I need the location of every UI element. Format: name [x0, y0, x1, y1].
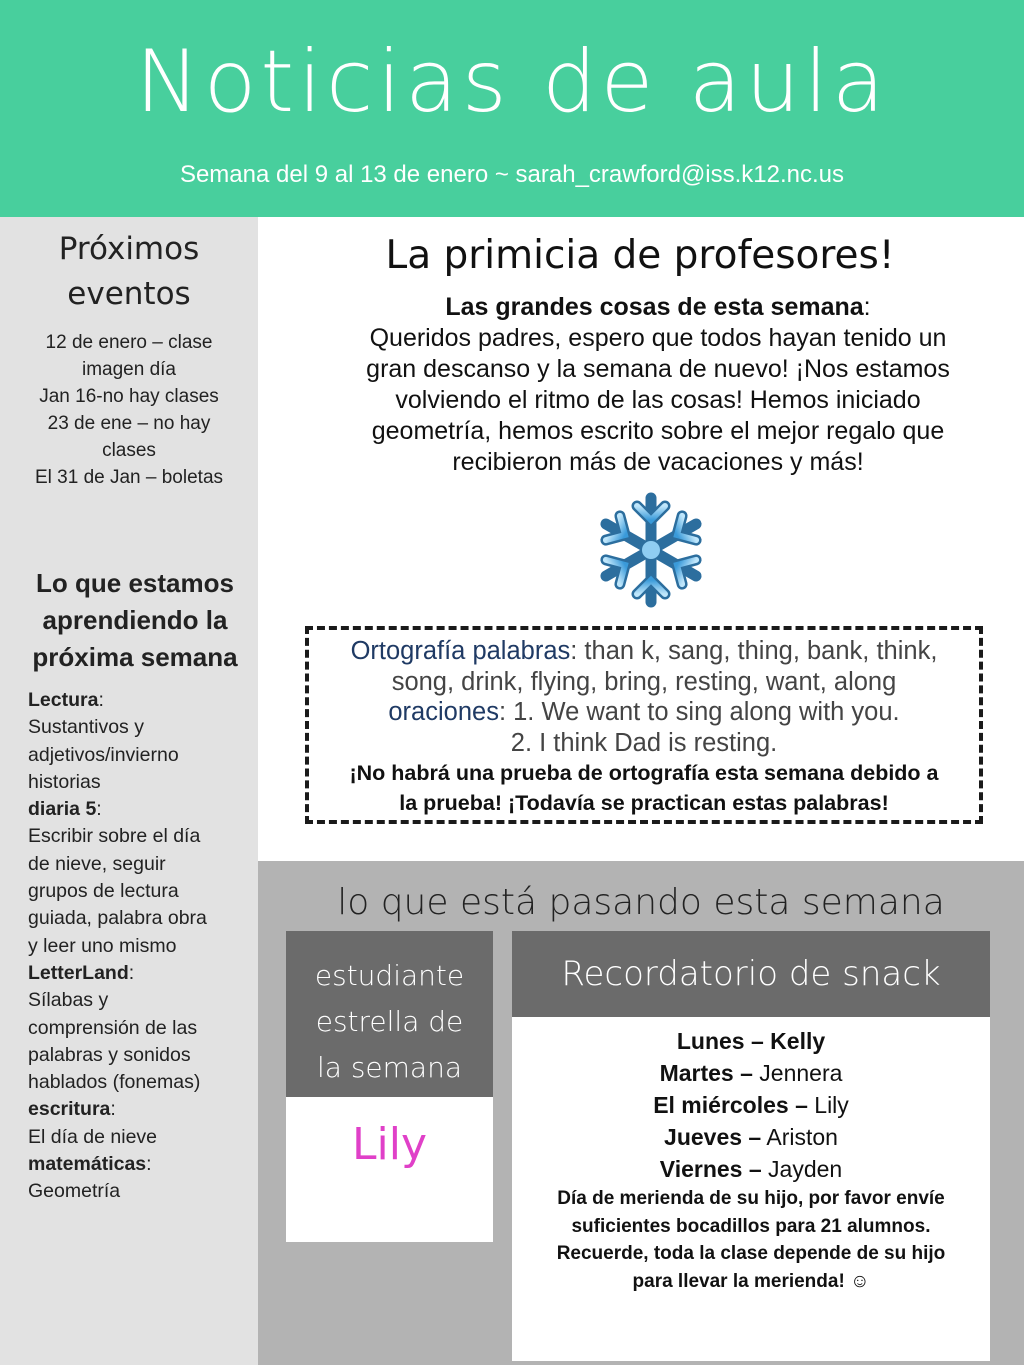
learning-subject: matemáticas: [28, 1153, 147, 1176]
sentences-label: oraciones: [388, 698, 499, 726]
header-banner: [0, 0, 1024, 217]
snack-person: Jennera: [752, 1060, 843, 1086]
snack-day-line: [512, 1025, 990, 1057]
star-student-name: Lily: [351, 1119, 427, 1170]
event-line: clases: [102, 440, 156, 461]
learning-item: matemáticas: Geometría: [28, 1151, 238, 1206]
learning-subject: escritura: [28, 1098, 111, 1121]
snack-note-line: suficientes bocadillos para 21 alumnos.: [571, 1215, 931, 1237]
learning-heading: Lo que estamos aprendiendo la próxima semana: [32, 568, 238, 672]
star-student-heading: [286, 931, 493, 1097]
star-student-card: [286, 931, 493, 1242]
sentence: 2. I think Dad is resting.: [510, 728, 778, 757]
upcoming-events-list: [20, 329, 238, 491]
learning-line: guiada, palabra obra: [28, 907, 207, 930]
upcoming-events-heading-line: eventos: [67, 276, 191, 312]
teacher-message: [320, 292, 996, 478]
snack-day: Martes –: [659, 1060, 753, 1086]
snack-person: Jayden: [761, 1156, 843, 1182]
message-line: recibieron más de vacaciones y más!: [452, 448, 864, 476]
teacher-scoop-heading: La primicia de profesores!: [385, 233, 895, 278]
learning-line: y leer uno mismo: [28, 934, 177, 957]
sentence: : 1. We want to sing along with you.: [498, 698, 900, 726]
learning-item: escritura: El día de nieve: [28, 1096, 238, 1151]
learning-line: palabras y sonidos: [28, 1043, 191, 1066]
snowflake-icon: [584, 492, 718, 608]
learning-line: hablados (fonemas): [28, 1071, 201, 1094]
message-line: gran descanso y la semana de nuevo! ¡Nos estamos: [366, 355, 950, 383]
spelling-words: : than k, sang, thing, bank, think,: [570, 637, 938, 665]
learning-subject: Lectura: [28, 689, 99, 711]
message-highlight-label: Las grandes cosas de esta semana: [445, 293, 864, 321]
event-line: 23 de ene – no hay: [47, 413, 211, 434]
page-title: Noticias de aula: [135, 32, 889, 132]
learning-line: El día de nieve: [28, 1125, 158, 1148]
learning-subject: LetterLand: [28, 961, 129, 984]
message-line: Queridos padres, espero que todos hayan tenido un: [369, 324, 947, 352]
learning-line: grupos de lectura: [28, 880, 179, 903]
snack-day: Viernes –: [659, 1156, 762, 1182]
spelling-words-label: Ortografía palabras: [350, 637, 571, 665]
star-student-heading-line: estudiante: [314, 959, 465, 992]
learning-item: Lectura: Sustantivos y adjetivos/invierno historias: [28, 687, 238, 796]
event-line: El 31 de Jan – boletas: [34, 467, 224, 488]
page-subtitle: Semana del 9 al 13 de enero ~ sarah_crawford@iss.k12.nc.us: [179, 161, 845, 188]
learning-item: LetterLand: Sílabas y comprensión de las palabras y sonidos hablados (fonemas): [28, 960, 238, 1096]
snack-day: Jueves –: [664, 1124, 762, 1150]
learning-subject: diaria 5: [28, 798, 97, 821]
star-student-heading-line: la semana: [317, 1051, 462, 1084]
snack-schedule: [512, 1025, 990, 1185]
snack-day-line: [512, 1057, 990, 1089]
snack-day: El miércoles –: [653, 1092, 808, 1118]
snack-day-line: [512, 1153, 990, 1185]
message-line: volviendo el ritmo de las cosas! Hemos iniciado: [395, 386, 921, 414]
learning-item: diaria 5: Escribir sobre el día de nieve, seguir grupos de lectura guiada, palabra obra y leer uno mismo: [28, 796, 238, 960]
snack-note-line: Recuerde, toda la clase depende de su hijo: [556, 1243, 946, 1264]
snack-day: Lunes – Kelly: [676, 1028, 826, 1054]
learning-line: Sílabas y: [28, 989, 109, 1012]
star-student-heading-line: estrella de: [315, 1005, 464, 1038]
learning-list: [28, 687, 238, 1206]
learning-line: Sustantivos y: [28, 716, 144, 739]
snack-day-line: [512, 1121, 990, 1153]
snack-person: Ariston: [761, 1124, 838, 1150]
spelling-notice-line: la prueba! ¡Todavía se practican estas palabras!: [399, 791, 889, 815]
snack-note-line: Día de merienda de su hijo, por favor envíe: [557, 1188, 945, 1209]
this-week-heading: lo que está pasando esta semana: [337, 882, 945, 923]
message-highlight-line: Las grandes cosas de esta semana:: [445, 293, 871, 321]
spelling-words-line: [309, 636, 979, 667]
event-line: imagen día: [81, 359, 176, 380]
spelling-notice-line: ¡No habrá una prueba de ortografía esta semana debido a: [349, 761, 939, 785]
upcoming-events-heading-line: Próximos: [58, 231, 200, 267]
snack-day-line: [512, 1089, 990, 1121]
event-line: 12 de enero – clase: [45, 332, 213, 353]
learning-line: Escribir sobre el día: [28, 825, 201, 848]
learning-line: historias: [28, 770, 101, 793]
learning-line: comprensión de las: [28, 1016, 198, 1039]
snack-reminder-card: [512, 931, 990, 1361]
message-line: geometría, hemos escrito sobre el mejor regalo que: [371, 417, 945, 445]
learning-line: de nieve, seguir: [28, 852, 166, 875]
snack-note-line: para llevar la merienda! ☺: [632, 1270, 870, 1292]
snack-note: [512, 1185, 990, 1295]
this-week-section: [258, 861, 1024, 1365]
snack-person: Lily: [807, 1092, 849, 1118]
learning-line: Geometría: [28, 1180, 121, 1203]
sidebar: [0, 217, 258, 1365]
spelling-words-line: song, drink, flying, bring, resting, want, along: [391, 667, 897, 696]
sentences-line: [309, 697, 979, 728]
upcoming-events-heading: [20, 227, 238, 317]
event-line: Jan 16-no hay clases: [39, 386, 219, 407]
snack-reminder-heading: Recordatorio de snack: [512, 931, 990, 1017]
spelling-box: [305, 626, 983, 824]
learning-line: adjetivos/invierno: [28, 743, 179, 766]
